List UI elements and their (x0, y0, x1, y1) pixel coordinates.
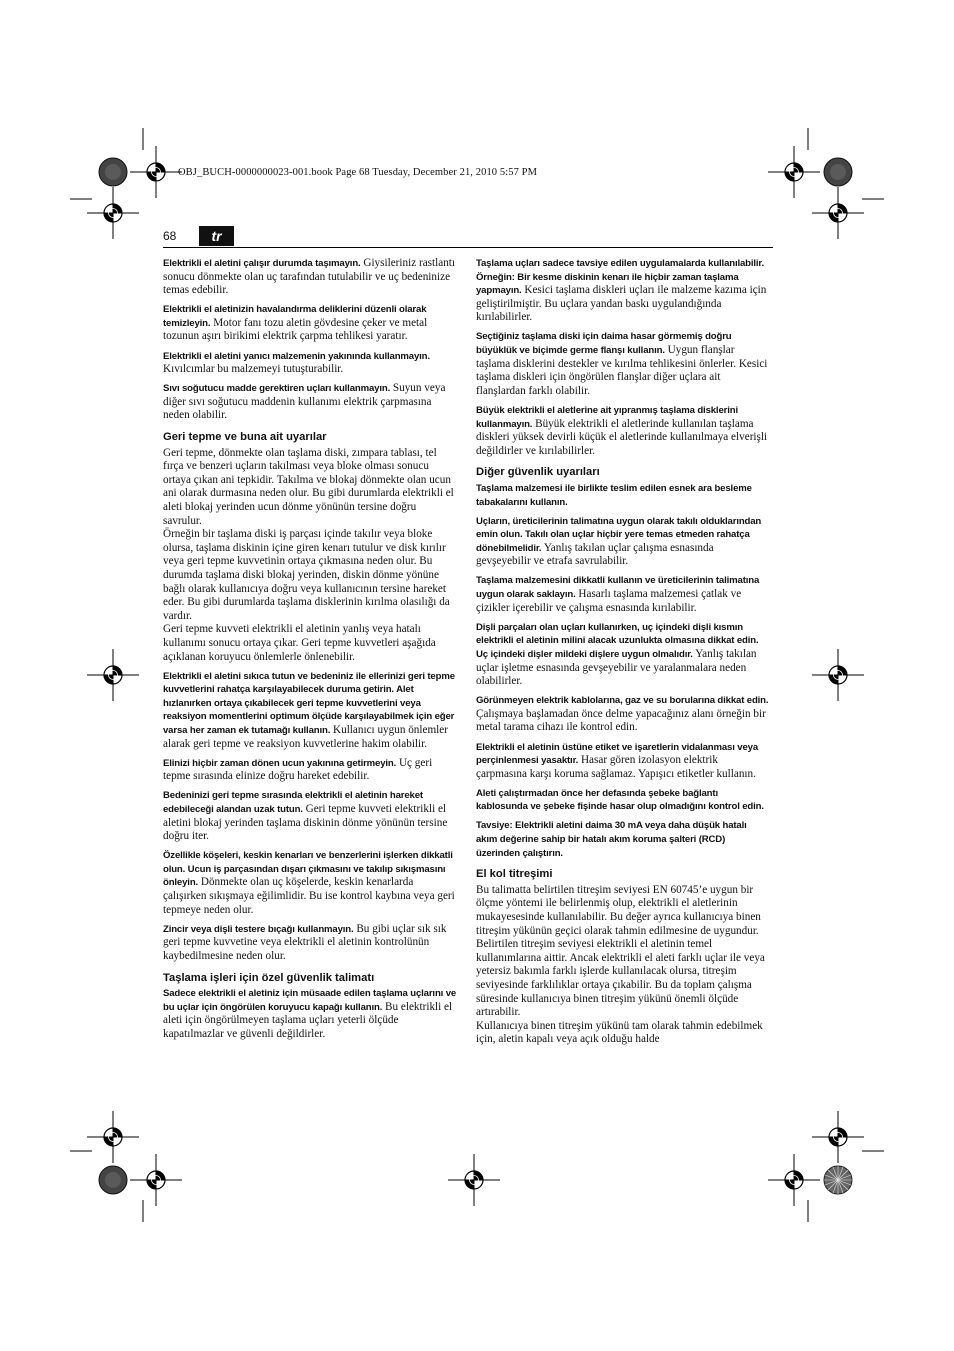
paragraph: Özellikle köşeleri, keskin kenarları ve benzerlerini işlerken dikkatli olun. Ucun iş parçasından dışarı çıkmasını ve takılıp sıkışmasını önleyin. Dönmekte olan uç köşelerde, keskin kenarlarda çalışırken sıkışmaya eğilimlidir. Bu ise kontrol kaybına veya geri tepmeye neden olur. (163, 850, 455, 916)
page-number: 68 (163, 229, 177, 243)
paragraph: Elektrikli el aletinin üstüne etiket ve işaretlerin vidalanması veya perçinlenmesi yasaktır. Hasar gören izolasyon elektrik çarpmasına karşı koruma sağlamaz. Yapışıcı etiketler kullanın. (476, 741, 759, 780)
left-column (163, 257, 457, 1047)
section-heading: Geri tepme ve buna ait uyarılar (163, 431, 327, 444)
right-column (476, 257, 770, 1052)
paragraph: Tavsiye: Elektrikli aletini daima 30 mA veya daha düşük hatalı akım değerine sahip bir hatalı akım koruma şalteri (RCD) üzerinden çalıştırın. (476, 820, 747, 859)
paragraph: Görünmeyen elektrik kablolarına, gaz ve su borularına dikkat edin. Çalışmaya başlamadan önce delme yapacağınız alanı örneğin bir metal tarama cihazı ile kontrol edin. (476, 695, 769, 734)
section-heading: El kol titreşimi (476, 868, 553, 881)
paragraph: Taşlama malzemesi ile birlikte teslim edilen esnek ara besleme tabakalarını kullanın. (476, 482, 752, 508)
paragraph: Sıvı soğutucu madde gerektiren uçları kullanmayın. Suyun veya diğer sıvı soğutucu maddenin kullanımı elektrik çarpmasına neden olabilir. (163, 382, 446, 422)
paragraph: Sadece elektrikli el aletiniz için müsaade edilen taşlama uçlarını ve bu uçlar için öngörülen koruyucu kapağı kullanın. Bu elektrikli el aleti için öngörülmeyen taşlama uçları yeterli ölçüde kapatılmazlar ve güvenli değildirler. (163, 988, 457, 1040)
paragraph: Seçtiğiniz taşlama diski için daima hasar görmemiş doğru büyüklük ve biçimde germe flanşı kullanın. Uygun flanşlar taşlama disklerini destekler ve kırılma tehlikesini önlerler. Kesici taşlama diskleri için öngörülen flanşlar diğer uçlara ait flanşlardan farklı olabilir. (476, 331, 768, 397)
paragraph: Bedeninizi geri tepme sırasında elektrikli el aletinin hareket edebileceği alandan uzak tutun. Geri tepme kuvveti elektrikli el aletini blokaj yerinden taşlama diskinin dönme yönünün tersine doğru iter. (163, 790, 448, 843)
paragraph: Bu talimatta belirtilen titreşim seviyesi EN 60745’e uygun bir ölçme yöntemi ile belirlenmiş olup, elektrikli el aletlerinin mukayesesinde kullanılabilir. Bu değer ayrıca kullanıcıya binen titreşim yükünün geçici olarak tahmin edilmesine de uygundur. (476, 883, 761, 937)
paragraph: Taşlama malzemesini dikkatli kullanın ve üreticilerinin talimatına uygun olarak saklayın. Hasarlı taşlama malzemesi çatlak ve çizikler içerebilir ve çalışma esnasında kırılabilir. (476, 575, 760, 614)
header-rule (163, 247, 773, 248)
paragraph: Örneğin bir taşlama diski iş parçası içinde takılır veya bloke olursa, taşlama diskinin içine giren kenarı tutulur ve disk kırılır veya geri tepme kuvvetinin ortaya çıkmasına neden olur. Bu durumda taşlama diski blokaj yerinden, diskin dönme yönüne bağlı olarak kullanıcıya doğru veya kullanıcının tersine hareket eder. Bu gibi durumlarda taşlama disklerinin kırılma olasılığı da vardır. (163, 528, 450, 622)
paragraph: Geri tepme kuvveti elektrikli el aletinin yanlış veya hatalı kullanımı sonucu ortaya çıkar. Geri tepme kuvvetleri aşağıda açıklanan koruyucu önlemlerle önlenebilir. (163, 623, 436, 663)
paragraph: Geri tepme, dönmekte olan taşlama diski, zımpara tablası, tel fırça ve benzeri uçların takılması veya bloke olması sonucu ortaya çıkan ani tepkidir. Takılma ve blokaj dönmekte olan ucun ani olarak durmasına neden olur. Bu gibi durumlarda elektrikli el aleti blokaj yerinden ucun dönme yönünün tersine doğru savrulur. (163, 446, 454, 527)
paragraph: Kullanıcıya binen titreşim yükünü tam olarak tahmin edebilmek için, aletin kapalı veya açık olduğu halde (476, 1019, 763, 1046)
paragraph: Dişli parçaları olan uçları kullanırken, uç içindeki dişli kısmın elektrikli el aletinin milini alacak uzunlukta olmasına dikkat edin. Uç içindeki dişler mildeki dişlere uygun olmalıdır. Yanlış takılan uçlar işletme esnasında gevşeyebilir ve yaralanmalara neden olabilirler. (476, 621, 759, 688)
paragraph: Zincir veya dişli testere bıçağı kullanmayın. Bu gibi uçlar sık sık geri tepme kuvvetine veya elektrikli el aletinin kontrolünün kaybedilmesine neden olur. (163, 922, 447, 962)
language-tab: tr (199, 226, 234, 246)
paragraph: Taşlama uçları sadece tavsiye edilen uygulamalarda kullanılabilir. Örneğin: Bir kesme diskinin kenarı ile hiçbir zaman taşlama yapmayın. Kesici taşlama diskleri uçları ile malzeme kazıma için geliştirilmiştir. Bu uçlara yandan baskı uygulandığında kırılabilirler. (476, 258, 767, 324)
paragraph: Belirtilen titreşim seviyesi elektrikli el aletinin temel kullanımlarına aittir. Ancak elektrikli el aleti farklı uçlar ile veya yetersiz bakımla farklı işlerde kullanılacak olursa, titreşim seviyesinde farklılıklar ortaya çıkabilir. Bu da toplam çalışma süresinde kullanıcıya binen titreşim yükünü önemli ölçüde artırabilir. (476, 938, 765, 1019)
print-slug: OBJ_BUCH-0000000023-001.book Page 68 Tuesday, December 21, 2010 5:57 PM (178, 167, 538, 178)
paragraph: Elektrikli el aletini çalışır durumda taşımayın. Giysileriniz rastlantı sonucu dönmekte olan uç tarafından tutulabilir ve uç bedeninize temas edebilir. (163, 257, 456, 297)
paragraph: Büyük elektrikli el aletlerine ait yıpranmış taşlama disklerini kullanmayın. Büyük elektrikli el aletlerinde kullanılan taşlama diskleri yüksek devirli küçük el aletlerinde kullanılmaya elverişli değildirler ve kırılabilirler. (476, 404, 768, 457)
paragraph: Uçların, üreticilerinin talimatına uygun olarak takılı olduklarından emin olun. Takılı olan uçlar hiçbir yere temas etmeden rahatça dönebilmelidir. Yanlış takılan uçlar çalışma esnasında gevşeyebilir ve etrafa savrulabilir. (476, 515, 762, 568)
section-heading: Taşlama işleri için özel güvenlik talimatı (163, 971, 375, 984)
paragraph: Aleti çalıştırmadan önce her defasında şebeke bağlantı kablosunda ve şebeke fişinde hasar olup olmadığını kontrol edin. (476, 787, 764, 813)
paragraph: Elektrikli el aletini yanıcı malzemenin yakınında kullanmayın. Kıvılcımlar bu malzemeyi tutuşturabilir. (163, 350, 430, 376)
section-heading: Diğer güvenlik uyarıları (476, 466, 600, 479)
paragraph: Elinizi hiçbir zaman dönen ucun yakınına getirmeyin. Uç geri tepme sırasında elinize doğru hareket edebilir. (163, 756, 433, 783)
paragraph: Elektrikli el aletinizin havalandırma deliklerini düzenli olarak temizleyin. Motor fanı tozu aletin gövdesine çeker ve metal tozunun aşırı birikimi elektrik çarpma tehlikesi yaratır. (163, 304, 428, 343)
paragraph: Elektrikli el aletini sıkıca tutun ve bedeniniz ile ellerinizi geri tepme kuvvetlerini rahatça karşılayabilecek duruma getirin. Alet hızlanırken ortaya çıkabilecek geri tepme kuvvetlerini veya reaksiyon momentlerini optimum ölçüde karşılayabilmek için eğer varsa her zaman ek tutamağı kullanın. Kullanıcı uygun önlemler alarak geri tepme ve reaksiyon kuvvetlerine hakim olabilir. (163, 670, 455, 750)
